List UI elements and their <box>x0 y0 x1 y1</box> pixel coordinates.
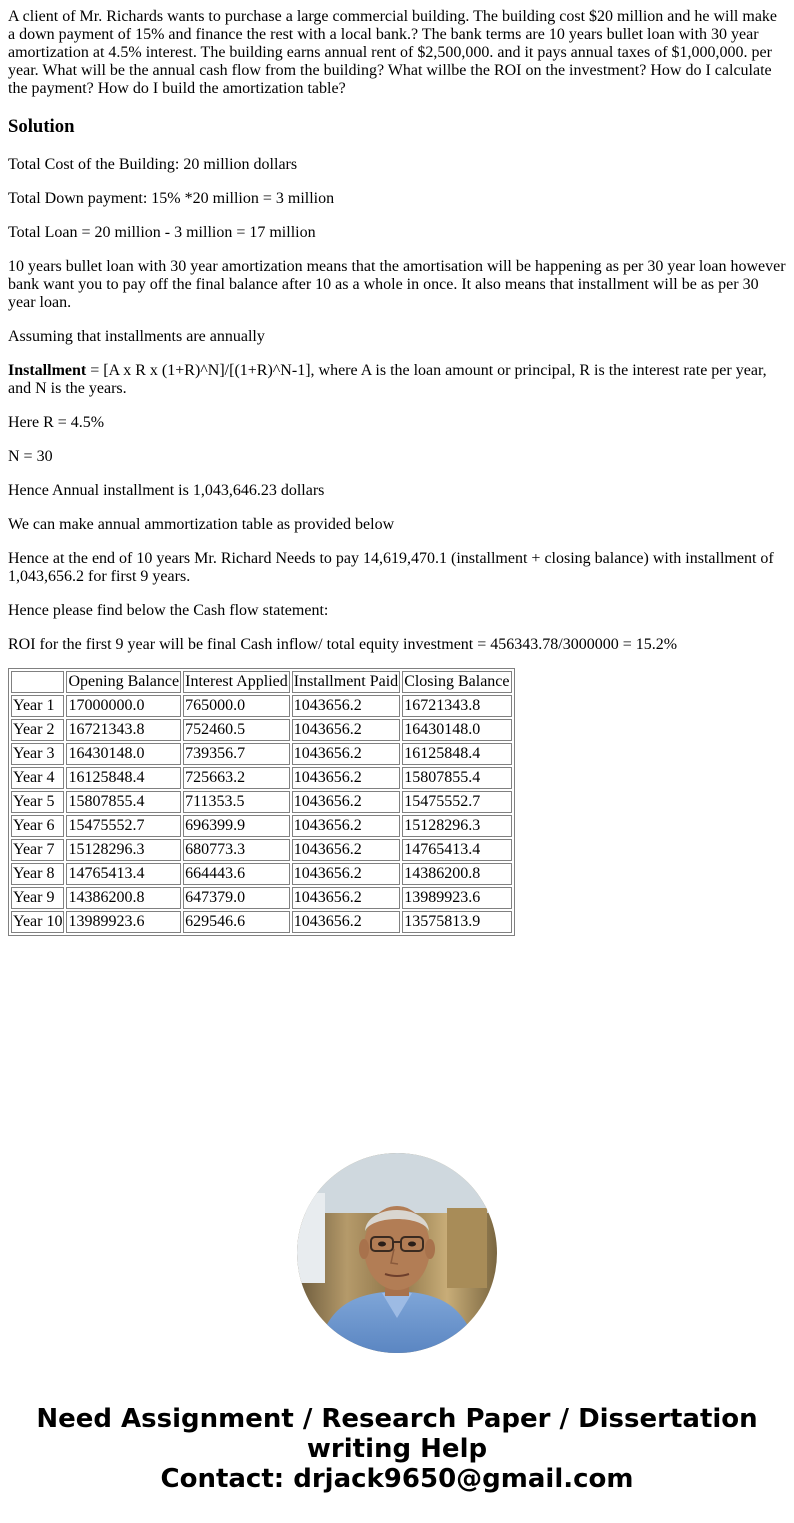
table-cell: 14765413.4 <box>66 863 181 885</box>
table-cell: 1043656.2 <box>292 815 400 837</box>
paragraph-years: N = 30 <box>8 448 53 465</box>
paragraph-cash-flow-intro: Hence please find below the Cash flow statement: <box>8 602 329 619</box>
table-cell: 1043656.2 <box>292 911 400 933</box>
solution-heading: Solution <box>8 116 75 137</box>
table-cell: 1043656.2 <box>292 839 400 861</box>
table-header-cell: Installment Paid <box>292 671 400 693</box>
table-header-cell <box>11 671 64 693</box>
table-cell: Year 6 <box>11 815 64 837</box>
table-cell: 16125848.4 <box>402 743 511 765</box>
table-row <box>11 743 512 765</box>
table-cell: 15128296.3 <box>402 815 511 837</box>
table-cell: Year 3 <box>11 743 64 765</box>
paragraph-assumption: Assuming that installments are annually <box>8 328 265 345</box>
table-cell: Year 10 <box>11 911 64 933</box>
table-cell: 16430148.0 <box>66 743 181 765</box>
amortization-table <box>8 668 515 936</box>
footer-line-1: Need Assignment / Research Paper / Dissertation <box>36 1404 758 1434</box>
table-row <box>11 815 512 837</box>
table-cell: 1043656.2 <box>292 695 400 717</box>
table-cell: 15807855.4 <box>402 767 511 789</box>
paragraph-installment-formula <box>8 362 786 398</box>
table-cell: 765000.0 <box>183 695 290 717</box>
table-row <box>11 767 512 789</box>
table-cell: 15475552.7 <box>66 815 181 837</box>
table-row <box>11 863 512 885</box>
table-cell: 752460.5 <box>183 719 290 741</box>
table-cell: 13989923.6 <box>66 911 181 933</box>
installment-formula: = [A x R x (1+R)^N]/[(1+R)^N-1], where A is the loan amount or principal, R is the interest rate per year, and N is the years. <box>8 362 767 397</box>
table-cell: 13989923.6 <box>402 887 511 909</box>
table-row <box>11 887 512 909</box>
table-cell: 1043656.2 <box>292 743 400 765</box>
table-cell: 14386200.8 <box>402 863 511 885</box>
question-text: A client of Mr. Richards wants to purchase a large commercial building. The building cost $20 million and he will make a down payment of 15% and finance the rest with a local bank.? The bank terms are 10 years bullet loan with 30 year amortization at 4.5% interest. The building earns annual rent of $2,500,000. and it pays annual taxes of $1,000,000. per year. What will be the annual cash flow from the building? What willbe the ROI on the investment? How do I calculate the payment? How do I build the amortization table? <box>8 8 778 97</box>
table-cell: 15807855.4 <box>66 791 181 813</box>
table-cell: 16721343.8 <box>402 695 511 717</box>
table-cell: 1043656.2 <box>292 863 400 885</box>
table-header-cell: Interest Applied <box>183 671 290 693</box>
paragraph-annual-installment: Hence Annual installment is 1,043,646.23 dollars <box>8 482 325 499</box>
table-cell: 1043656.2 <box>292 767 400 789</box>
table-cell: 647379.0 <box>183 887 290 909</box>
table-cell: 16430148.0 <box>402 719 511 741</box>
table-header-cell: Opening Balance <box>66 671 181 693</box>
paragraph-bullet-loan: 10 years bullet loan with 30 year amortization means that the amortisation will be happening as per 30 year loan however bank want you to pay off the final balance after 10 as a whole in once. It also means that installment will be as per 30 year loan. <box>8 258 786 311</box>
paragraph-total-cost: Total Cost of the Building: 20 million dollars <box>8 156 298 173</box>
table-row <box>11 719 512 741</box>
table-cell: 16125848.4 <box>66 767 181 789</box>
table-cell: 725663.2 <box>183 767 290 789</box>
paragraph-total-loan: Total Loan = 20 million - 3 million = 17 million <box>8 224 316 241</box>
table-cell: 14386200.8 <box>66 887 181 909</box>
table-cell: Year 9 <box>11 887 64 909</box>
table-cell: 1043656.2 <box>292 887 400 909</box>
table-cell: 739356.7 <box>183 743 290 765</box>
table-header-cell: Closing Balance <box>402 671 511 693</box>
table-cell: 17000000.0 <box>66 695 181 717</box>
paragraph-rate: Here R = 4.5% <box>8 414 105 431</box>
footer-contact: Contact: drjack9650@gmail.com <box>160 1464 634 1494</box>
table-cell: 696399.9 <box>183 815 290 837</box>
amortization-table-body <box>11 671 512 933</box>
table-cell: Year 1 <box>11 695 64 717</box>
table-cell: Year 8 <box>11 863 64 885</box>
avatar <box>297 1153 497 1353</box>
table-cell: 16721343.8 <box>66 719 181 741</box>
table-cell: 711353.5 <box>183 791 290 813</box>
table-cell: 1043656.2 <box>292 719 400 741</box>
table-cell: 15475552.7 <box>402 791 511 813</box>
footer-line-2: writing Help <box>306 1434 488 1464</box>
paragraph-roi: ROI for the first 9 year will be final Cash inflow/ total equity investment = 456343.78/3000000 = 15.2% <box>8 636 678 653</box>
table-cell: 1043656.2 <box>292 791 400 813</box>
table-cell: 14765413.4 <box>402 839 511 861</box>
table-row <box>11 839 512 861</box>
table-row <box>11 791 512 813</box>
table-cell: 629546.6 <box>183 911 290 933</box>
table-cell: Year 2 <box>11 719 64 741</box>
paragraph-down-payment: Total Down payment: 15% *20 million = 3 million <box>8 190 335 207</box>
paragraph-final-payment: Hence at the end of 10 years Mr. Richard Needs to pay 14,619,470.1 (installment + closing balance) with installment of 1,043,656.2 for first 9 years. <box>8 550 774 585</box>
table-row <box>11 911 512 933</box>
table-cell: Year 5 <box>11 791 64 813</box>
table-row <box>11 695 512 717</box>
table-cell: 15128296.3 <box>66 839 181 861</box>
table-cell: 664443.6 <box>183 863 290 885</box>
table-cell: 13575813.9 <box>402 911 511 933</box>
installment-label: Installment <box>8 362 87 379</box>
paragraph-table-intro: We can make annual ammortization table as provided below <box>8 516 395 533</box>
table-header-row <box>11 671 512 693</box>
table-cell: 680773.3 <box>183 839 290 861</box>
avatar-photo <box>297 1153 497 1353</box>
table-cell: Year 7 <box>11 839 64 861</box>
footer-banner <box>0 1404 794 1494</box>
table-cell: Year 4 <box>11 767 64 789</box>
